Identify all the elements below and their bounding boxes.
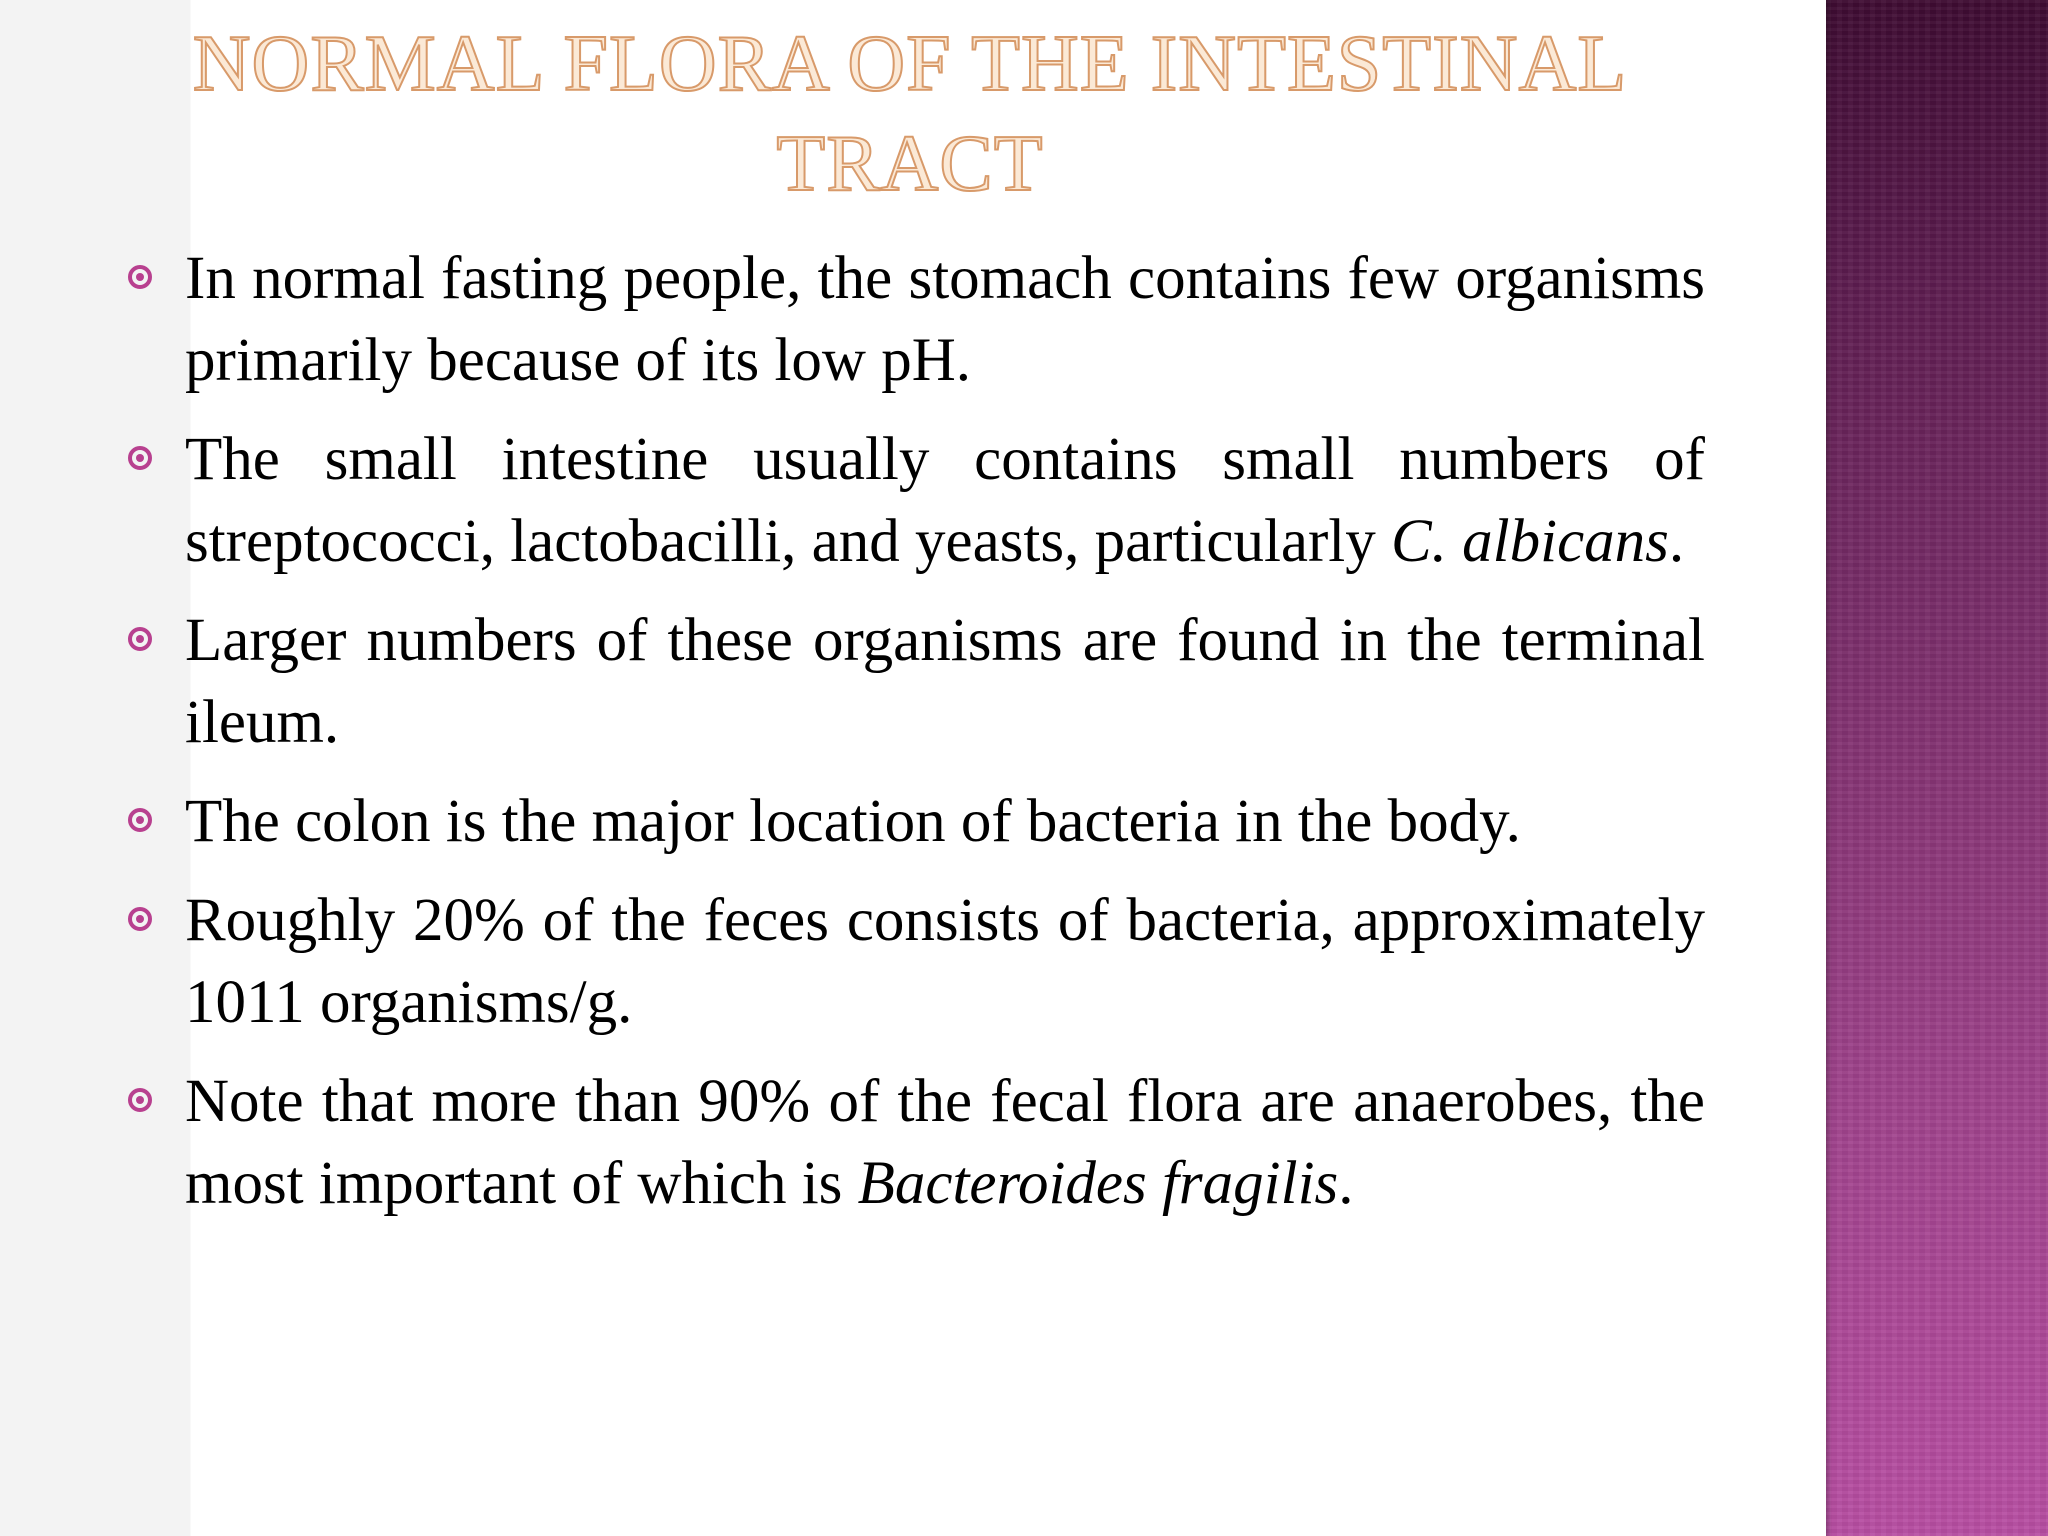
circled-dot-bullet-icon <box>128 265 152 289</box>
circled-dot-bullet-icon <box>128 1088 152 1112</box>
circled-dot-bullet-icon <box>128 808 152 832</box>
bullet-text: Roughly 20% of the feces consists of bacteria, approximately 1011 organisms/g. <box>185 887 1705 1036</box>
bullet-text: In normal fasting people, the stomach contains few organisms primarily because of its low pH. <box>185 245 1705 394</box>
bullet-text: Larger numbers of these organisms are found in the terminal ileum. <box>185 607 1705 756</box>
decorative-side-band <box>1826 0 2048 1536</box>
bullet-text-end: . <box>1668 508 1685 575</box>
bullet-item-stomach <box>125 238 1705 402</box>
slide-title-line-2: TRACT <box>776 120 1044 208</box>
bullet-item-terminal-ileum <box>125 600 1705 764</box>
side-band-edge <box>1826 0 1832 1536</box>
bullet-item-small-intestine <box>125 419 1705 583</box>
bullet-item-fecal-flora <box>125 1061 1705 1225</box>
bullet-text-main: The small intestine usually contains small numbers of streptococci, lactobacilli, and yeasts, particularly <box>185 426 1705 575</box>
side-band-texture <box>1826 0 2048 1536</box>
bullet-text <box>185 426 1705 575</box>
species-name: C. albicans <box>1390 508 1669 575</box>
bullet-text: The colon is the major location of bacteria in the body. <box>185 788 1521 855</box>
bullet-text <box>185 1068 1705 1217</box>
bullet-list <box>125 238 1705 1242</box>
species-name: Bacteroides fragilis <box>857 1150 1339 1217</box>
slide-title-line-1: NORMAL FLORA OF THE INTESTINAL <box>192 20 1628 108</box>
bullet-text-main: Note that more than 90% of the fecal flora are anaerobes, the most important of which is <box>185 1068 1705 1217</box>
bullet-item-feces <box>125 880 1705 1044</box>
circled-dot-bullet-icon <box>128 627 152 651</box>
bullet-item-colon <box>125 781 1705 863</box>
bullet-text-end: . <box>1338 1150 1354 1217</box>
circled-dot-bullet-icon <box>128 907 152 931</box>
slide-title <box>150 14 1670 214</box>
circled-dot-bullet-icon <box>128 446 152 470</box>
